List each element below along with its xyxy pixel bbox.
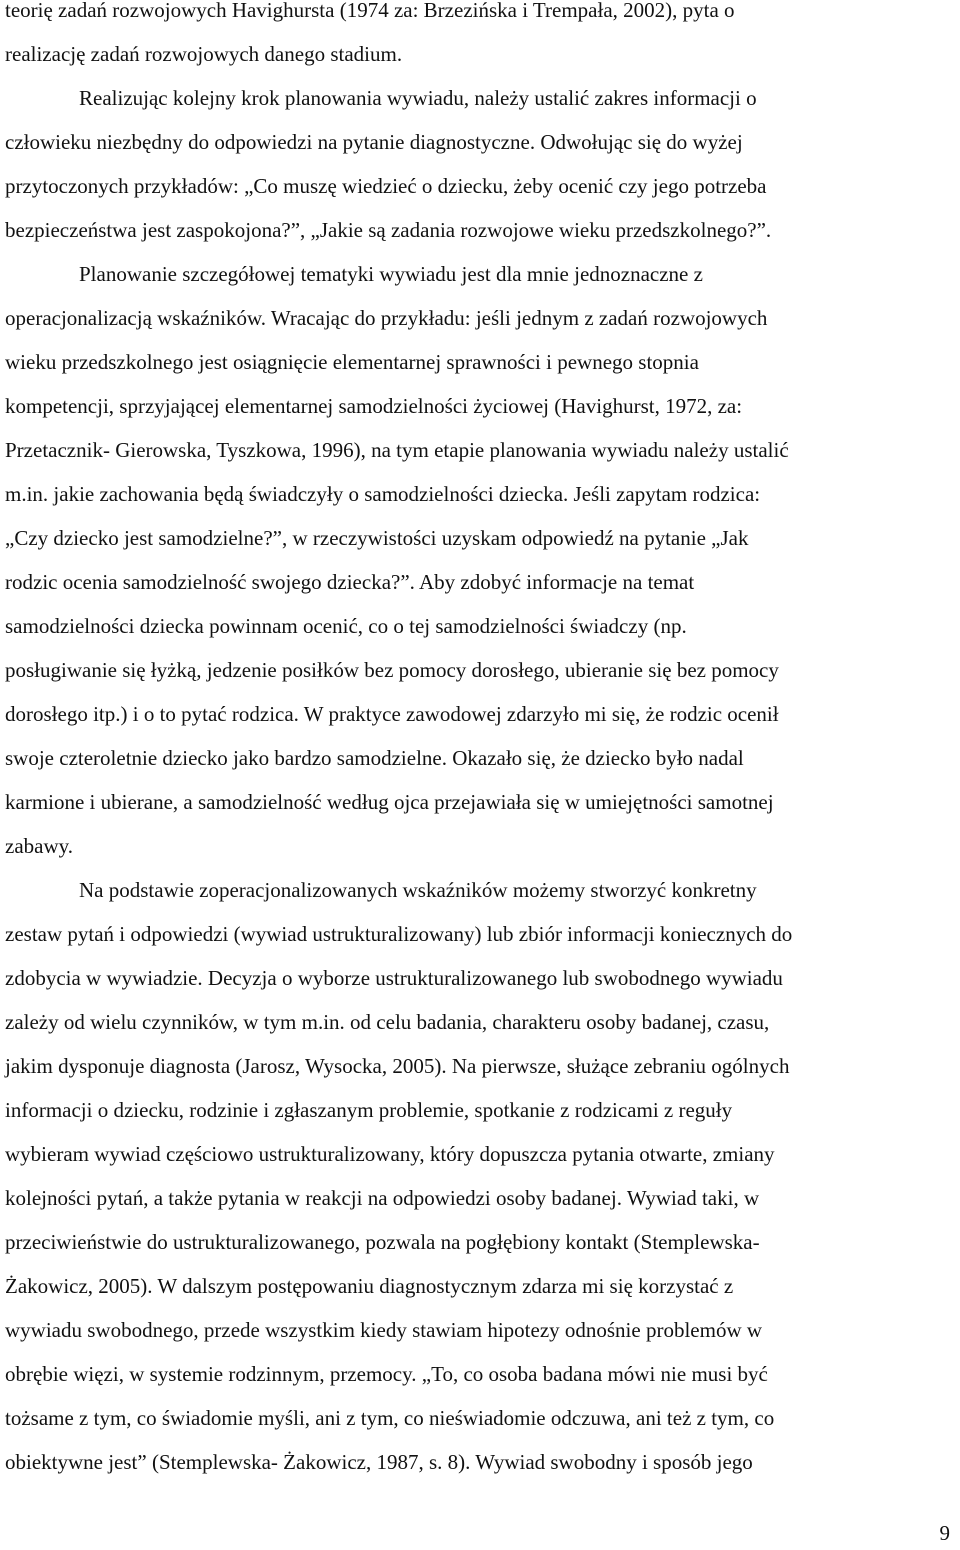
text-line: posługiwanie się łyżką, jedzenie posiłków bez pomocy dorosłego, ubieranie się bez pomocy [5, 658, 779, 682]
text-line: kolejności pytań, a także pytania w reakcji na odpowiedzi osoby badanej. Wywiad taki, w [5, 1186, 760, 1210]
text-line: człowieku niezbędny do odpowiedzi na pytanie diagnostyczne. Odwołując się do wyżej [5, 130, 743, 154]
text-line: informacji o dziecku, rodzinie i zgłaszanym problemie, spotkanie z rodzicami z reguły [5, 1098, 733, 1122]
text-line: m.in. jakie zachowania będą świadczyły o samodzielności dziecka. Jeśli zapytam rodzica: [5, 482, 761, 506]
text-line: Realizując kolejny krok planowania wywiadu, należy ustalić zakres informacji o [79, 86, 757, 110]
text-line: bezpieczeństwa jest zaspokojona?”, „Jakie są zadania rozwojowe wieku przedszkolnego?”. [5, 218, 772, 242]
text-line: swoje czteroletnie dziecko jako bardzo samodzielne. Okazało się, że dziecko było nadal [5, 746, 744, 770]
text-line: dorosłego itp.) i o to pytać rodzica. W praktyce zawodowej zdarzyło mi się, że rodzic ocenił [5, 702, 779, 726]
text-line: zależy od wielu czynników, w tym m.in. od celu badania, charakteru osoby badanej, czasu, [5, 1010, 770, 1034]
text-line: zestaw pytań i odpowiedzi (wywiad ustrukturalizowany) lub zbiór informacji koniecznych do [5, 922, 793, 946]
text-line: samodzielności dziecka powinnam ocenić, co o tej samodzielności świadczy (np. [5, 614, 687, 638]
text-line: Żakowicz, 2005). W dalszym postępowaniu diagnostycznym zdarza mi się korzystać z [5, 1274, 734, 1298]
text-line: przeciwieństwie do ustrukturalizowanego, pozwala na pogłębiony kontakt (Stemplewska- [5, 1230, 760, 1254]
page-number: 9 [939, 1521, 950, 1545]
text-line: zabawy. [5, 834, 74, 858]
text-line: Przetacznik- Gierowska, Tyszkowa, 1996), na tym etapie planowania wywiadu należy ustalić [5, 438, 789, 462]
text-line: realizację zadań rozwojowych danego stadium. [5, 42, 403, 66]
text-line: wywiadu swobodnego, przede wszystkim kiedy stawiam hipotezy odnośnie problemów w [5, 1318, 763, 1342]
body-text [5, 0, 953, 1484]
text-line: Na podstawie zoperacjonalizowanych wskaźników możemy stworzyć konkretny [79, 878, 757, 902]
text-line: obrębie więzi, w systemie rodzinnym, przemocy. „To, co osoba badana mówi nie musi być [5, 1362, 768, 1386]
text-line: wybieram wywiad częściowo ustrukturalizowany, który dopuszcza pytania otwarte, zmiany [5, 1142, 775, 1166]
text-line: jakim dysponuje diagnosta (Jarosz, Wysocka, 2005). Na pierwsze, służące zebraniu ogólnych [5, 1054, 790, 1078]
text-line: obiektywne jest” (Stemplewska- Żakowicz, 1987, s. 8). Wywiad swobodny i sposób jego [5, 1450, 753, 1474]
text-line: operacjonalizacją wskaźników. Wracając do przykładu: jeśli jednym z zadań rozwojowych [5, 306, 768, 330]
text-line: karmione i ubierane, a samodzielność według ojca przejawiała się w umiejętności samotnej [5, 790, 774, 814]
text-line: rodzic ocenia samodzielność swojego dziecka?”. Aby zdobyć informacje na temat [5, 570, 695, 594]
text-line: Planowanie szczegółowej tematyki wywiadu jest dla mnie jednoznaczne z [79, 262, 703, 286]
text-line: zdobycia w wywiadzie. Decyzja o wyborze ustrukturalizowanego lub swobodnego wywiadu [5, 966, 783, 990]
text-line: kompetencji, sprzyjającej elementarnej samodzielności życiowej (Havighurst, 1972, za: [5, 394, 743, 418]
text-line: „Czy dziecko jest samodzielne?”, w rzeczywistości uzyskam odpowiedź na pytanie „Jak [5, 526, 749, 550]
text-line: tożsame z tym, co świadomie myśli, ani z tym, co nieświadomie odczuwa, ani też z tym, co [5, 1406, 775, 1430]
text-line: przytoczonych przykładów: „Co muszę wiedzieć o dziecku, żeby ocenić czy jego potrzeba [5, 174, 767, 198]
text-line: wieku przedszkolnego jest osiągnięcie elementarnej sprawności i pewnego stopnia [5, 350, 699, 374]
text-line: teorię zadań rozwojowych Havighursta (1974 za: Brzezińska i Trempała, 2002), pyta o [5, 0, 735, 22]
